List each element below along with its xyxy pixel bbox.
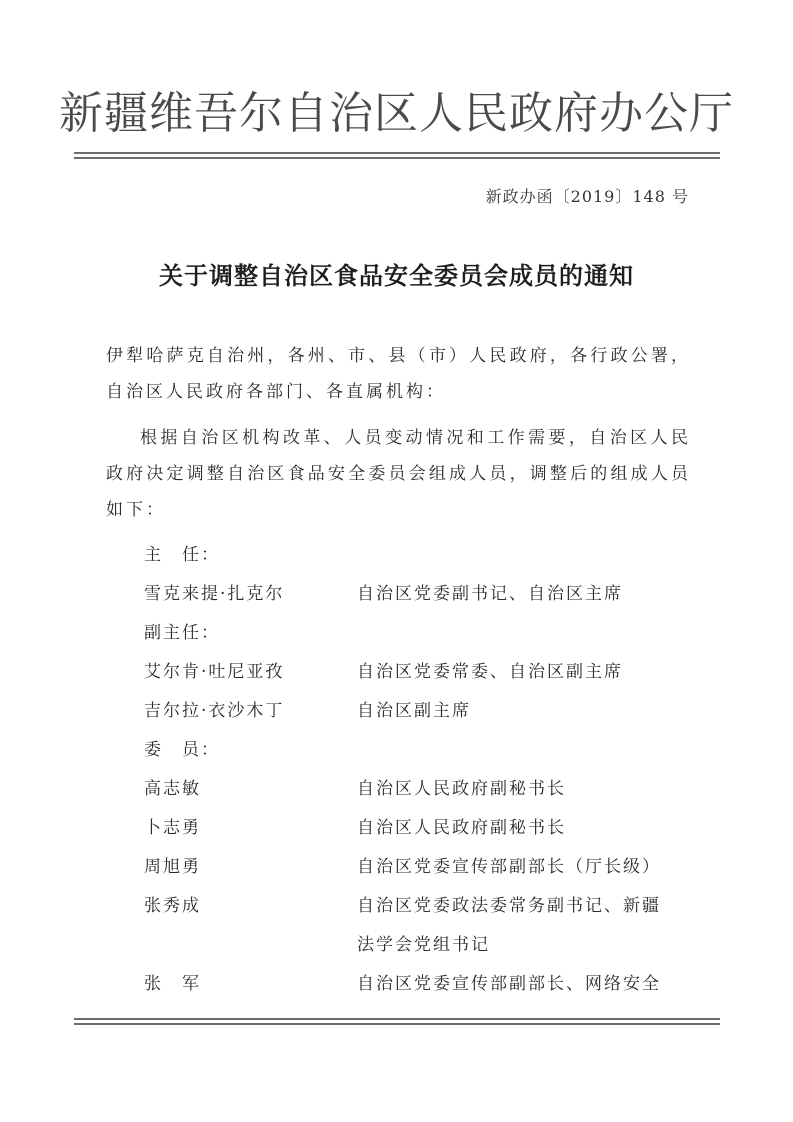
body-paragraph: 根据自治区机构改革、人员变动情况和工作需要，自治区人民政府决定调整自治区食品安全委员会组成人员，调整后的组成人员如下： — [106, 428, 691, 520]
member-row — [144, 692, 704, 731]
member-role: 自治区党委宣传部副部长、网络安全 — [357, 974, 661, 994]
member-role: 自治区党委常委、自治区副主席 — [357, 662, 623, 682]
footer-rule-top — [74, 1018, 720, 1020]
member-row — [144, 770, 704, 809]
committee-heading: 委 员： — [144, 740, 220, 760]
deputy-heading: 副主任： — [144, 623, 220, 643]
member-role — [357, 887, 704, 965]
member-name: 周旭勇 — [144, 857, 201, 877]
member-role-line: 自治区党委政法委常务副书记、新疆 — [357, 896, 661, 916]
member-role: 自治区党委宣传部副部长（厅长级） — [357, 857, 661, 877]
header-rule-top — [74, 152, 720, 154]
member-name: 张 军 — [144, 974, 201, 994]
member-role: 自治区人民政府副秘书长 — [357, 818, 566, 838]
member-name: 卜志勇 — [144, 818, 201, 838]
addressee: 伊犁哈萨克自治州，各州、市、县（市）人民政府，各行政公署，自治区人民政府各部门、各直属机构： — [106, 346, 691, 402]
member-name: 张秀成 — [144, 896, 201, 916]
member-name: 高志敏 — [144, 779, 201, 799]
member-row — [144, 809, 704, 848]
member-role-line: 法学会党组书记 — [357, 935, 490, 955]
member-role: 自治区人民政府副秘书长 — [357, 779, 566, 799]
member-row — [144, 575, 704, 614]
member-row — [144, 848, 704, 887]
member-row — [144, 653, 704, 692]
member-name: 雪克来提·扎克尔 — [144, 584, 285, 604]
director-heading: 主 任： — [144, 545, 220, 565]
member-role: 自治区副主席 — [357, 701, 471, 721]
document-title: 关于调整自治区食品安全委员会成员的通知 — [159, 261, 634, 290]
member-row — [144, 965, 704, 1004]
member-name: 吉尔拉·衣沙木丁 — [144, 701, 285, 721]
member-row — [144, 887, 704, 965]
header-rule-bottom — [74, 157, 720, 159]
footer-rule-bottom — [74, 1023, 720, 1025]
member-role: 自治区党委副书记、自治区主席 — [357, 584, 623, 604]
office-title: 新疆维吾尔自治区人民政府办公厅 — [59, 88, 734, 139]
member-list — [144, 536, 704, 1004]
member-name: 艾尔肯·吐尼亚孜 — [144, 662, 285, 682]
document-number: 新政办函〔2019〕148 号 — [485, 187, 689, 206]
